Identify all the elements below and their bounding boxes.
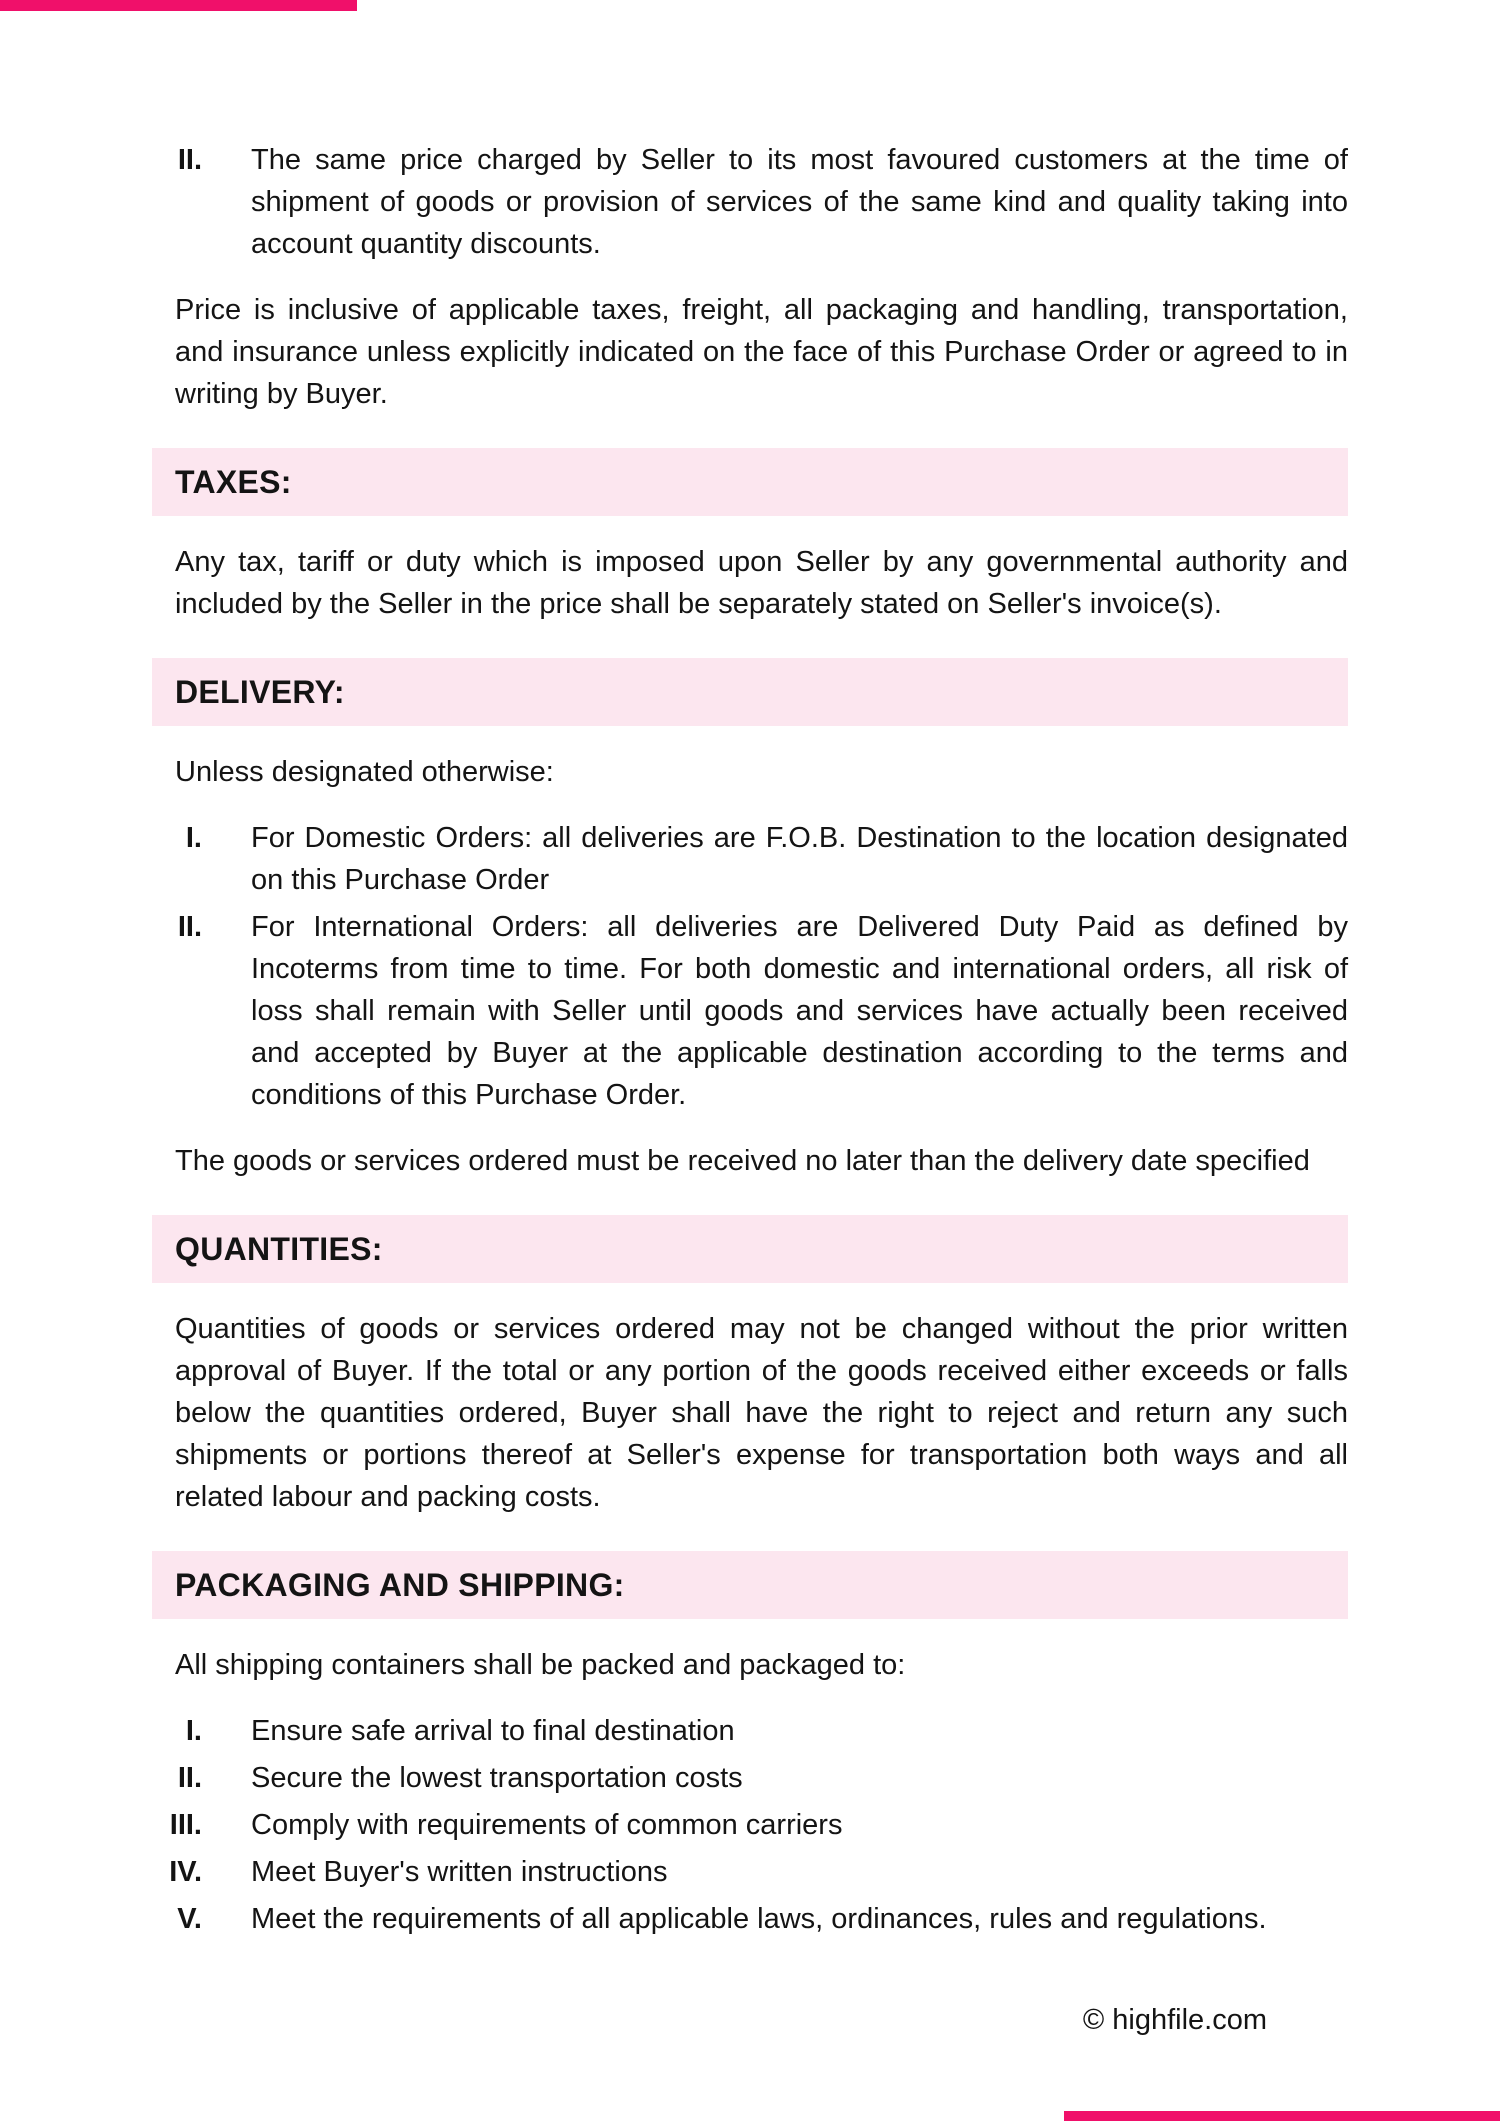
delivery-outro: The goods or services ordered must be received no later than the delivery date specified: [175, 1145, 1310, 1177]
list-item-text: For International Orders: all deliveries are Delivered Duty Paid as defined by Incoterms from time to time. For both domestic and international orders, all risk of loss shall remain with Seller until goods and services have actually been received and accepted by Buyer at the applicable destination according to the terms and conditions of this Purchase Order.: [251, 911, 1348, 1111]
bottom-accent-bar: [1064, 2111, 1500, 2121]
pricing-list: [152, 139, 1348, 265]
list-item-number: V.: [177, 1903, 202, 1935]
list-item-number: I.: [185, 822, 202, 854]
list-item-text: Meet the requirements of all applicable laws, ordinances, rules and regulations.: [251, 1903, 1267, 1935]
list-item: [152, 139, 1348, 265]
list-item-text: The same price charged by Seller to its most favoured customers at the time of shipment of goods or provision of services of the same kind and quality taking into account quantity discounts.: [251, 144, 1348, 260]
list-item: [152, 1851, 1348, 1893]
list-item: [152, 1710, 1348, 1752]
list-item: [152, 906, 1348, 1116]
list-item-text: For Domestic Orders: all deliveries are F.O.B. Destination to the location designated on this Purchase Order: [251, 822, 1348, 896]
delivery-list: [152, 817, 1348, 1116]
section-heading-quantities: QUANTITIES:: [152, 1215, 1348, 1283]
document-body: [152, 134, 1348, 1964]
list-item-text: Comply with requirements of common carriers: [251, 1809, 843, 1841]
section-heading-delivery: DELIVERY:: [152, 658, 1348, 726]
section-heading-taxes: TAXES:: [152, 448, 1348, 516]
list-item-text: Ensure safe arrival to final destination: [251, 1715, 735, 1747]
packaging-intro: All shipping containers shall be packed and packaged to:: [175, 1649, 906, 1681]
packaging-list: [152, 1710, 1348, 1940]
list-item: [152, 1757, 1348, 1799]
footer: [1083, 2003, 1267, 2037]
list-item-number: II.: [177, 911, 202, 943]
quantities-paragraph: Quantities of goods or services ordered may not be changed without the prior written approval of Buyer. If the total or any portion of the goods received either exceeds or falls below the quantities ordered, Buyer shall have the right to reject and return any such shipments or portions thereof at Seller's expense for transportation both ways and all related labour and packing costs.: [175, 1313, 1348, 1513]
footer-credit: © highfile.com: [1082, 2004, 1267, 2036]
list-item-number: II.: [177, 1762, 202, 1794]
list-item-number: III.: [169, 1809, 202, 1841]
list-item-number: I.: [185, 1715, 202, 1747]
taxes-paragraph: Any tax, tariff or duty which is imposed upon Seller by any governmental authority and included by the Seller in the price shall be separately stated on Seller's invoice(s).: [175, 546, 1348, 620]
list-item-number: IV.: [169, 1856, 202, 1888]
list-item-number: II.: [177, 144, 202, 176]
price-inclusive-paragraph: Price is inclusive of applicable taxes, freight, all packaging and handling, transportation, and insurance unless explicitly indicated on the face of this Purchase Order or agreed to in writing by Buyer.: [175, 294, 1348, 410]
section-heading-packaging: PACKAGING AND SHIPPING:: [152, 1551, 1348, 1619]
delivery-intro: Unless designated otherwise:: [175, 756, 554, 788]
top-accent-bar: [0, 0, 357, 11]
list-item-text: Secure the lowest transportation costs: [251, 1762, 743, 1794]
list-item-text: Meet Buyer's written instructions: [251, 1856, 668, 1888]
list-item: [152, 1804, 1348, 1846]
list-item: [152, 1898, 1348, 1940]
list-item: [152, 817, 1348, 901]
